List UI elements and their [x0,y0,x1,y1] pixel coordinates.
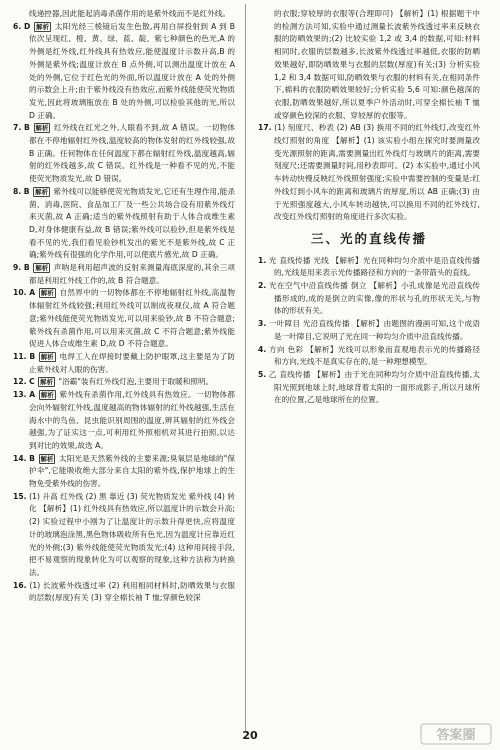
item-answer: B [29,351,36,361]
item-answer: A [29,288,36,298]
item-number: 17. [258,123,272,133]
answer-item [13,21,235,123]
analysis-tag: 解析 [40,454,54,463]
item-number: 3. [258,319,267,329]
item-answer: B [23,123,30,133]
analysis-tag: 解析 [35,264,49,273]
right-column [258,8,480,407]
answer-item [258,122,480,224]
item-number: 6. [13,21,22,31]
answer-item [13,186,235,262]
item-text: "浴霸"装有红外线灯泡,主要用于取暖和照明。 [58,377,214,387]
answer-item [258,369,480,407]
item-text: 紫外线有杀菌作用,红外线具有热效应。一切物体都会向外辐射红外线,温度越高的物体辐射的红外线越强,生活在海水中的鸟鱼、昆虫能识别周围的温度,辨其辐射的红外线会越强,为了证实这一点,可利用红外照相机对其进行拍照,以达到对比的效果,故选 A。 [29,390,235,450]
item-text: 自然界中的一切物体都在不停地辐射红外线,高温物体辐射红外线较强;利用红外线可以制成夜视仪,故 A 符合题意;紫外线能使荧光物质发光,可以用来验钞,故 B 不符合题意;紫外线有杀菌作用,可以用来灭菌,故 C 不符合题意;紫外线能促进人体合成维生素 D,故 D 不符合题意。 [29,288,235,349]
left-column [13,8,235,605]
item-number: 15. [13,491,27,501]
answer-item [13,376,235,389]
item-text: 紫外线可以能够使荧光物质发光,它还有生理作用,能杀菌、消毒,医院、食品加工厂及一些公共场合设有用紫外线灯来灭菌,故 A 正确;适当的紫外线照射有助于人体合成维生素 D,对身体健康有益,故 B 错误;紫外线可以验钞,但是紫外线是看不见的光,我们看见验钞机发出的紫光不是紫外线,故 C 正确;紫外线有很强的化学作用,可以使底片感光,故 D 正确。 [29,186,235,260]
item-answer: B [29,453,35,463]
answer-item [13,453,235,491]
item-answer: A [29,390,36,400]
watermark-logo [420,722,492,746]
item-number: 7. [13,123,22,133]
answer-item [13,491,235,580]
item-text: 红外线在红光之外,人眼看不到,故 A 错误。一切物体都在不停地辐射红外线,温度较高的物体发射的红外线较强,故 B 正确。任何物体在任何温度下都在辐射红外线,温度越高,辐射的红外线越多,故 C 错误。红外线是一种看不见的光,不能使荧光物质发光,故 D 错误。 [29,123,235,184]
item-number: 2. [258,281,267,291]
item-number: 1. [258,255,267,265]
item-number: 10. [13,288,27,298]
item-text: 乙 直线传播 【解析】由于光在同种均匀介质中沿直线传播,太阳光照到地球上时,地球背着太阳的一面形成影子,所以月球所在的位置,乙是地球所在的位置。 [268,369,480,405]
section-answers [258,255,480,407]
analysis-tag: 解析 [35,187,49,196]
item-text: 太阳光是天然紫外线的主要来源;臭氧层是地球的"保护伞",它能吸收绝大部分来自太阳的紫外线,保护地球上的生物免受紫外线的伤害。 [29,453,236,489]
item-text: 一叶障目 光沿直线传播 【解析】由题图的漫画可知,这个成语是一叶障目,它说明了光在同一种均匀介质中沿直线传播。 [268,319,480,341]
item-text: 的衣服;穿较厚的衣服等(合理即可) 【解析】(1) 根据题干中的检测方法可知,实验中通过测量长波紫外线透过率来反映衣服的防晒效果的;(2) 比较实验 1,2 或 3,4 的数据,可知:材料相同时,衣服的层数越多,长波紫外线透过率越低,衣服的防晒效果越好,即防晒效果与衣服的层数(厚度)有关;(3) 分析实验 1,2 和 3,4 数据可知,防晒效果与衣服的材料有关,在相同条件下,棉料的衣服防晒效果较好;分析实验 5,6 可知:颜色越深的衣服,防晒效果越好,所以夏季户外活动时,可穿全棉长袖 T 恤或穿颜色较深的衣服、穿较厚的衣服等。 [274,9,480,120]
answer-item [258,255,480,280]
section-title: 三、光的直线传播 [310,230,427,246]
analysis-tag: 解析 [40,391,54,400]
analysis-tag: 解析 [35,124,49,133]
item-answer: B [23,186,30,196]
item-text: 光 直线传播 光线 【解析】光在同种均匀介质中是沿直线传播的,光线是用来表示光传播路径和方向的一条带箭头的直线。 [268,255,480,278]
item-answer: D [24,21,31,31]
item-number: 9. [13,263,22,273]
answer-item [13,122,235,186]
watermark-text: 答案圈 [436,728,476,743]
answer-item [13,287,235,351]
answer-item [13,389,235,453]
answer-item [13,351,235,376]
analysis-tag: 解析 [40,289,54,298]
analysis-tag: 解析 [40,378,54,387]
item-number: 14. [13,453,27,463]
column-divider [245,4,246,732]
item-text: 方向 色彩 【解析】光线可以形象而直观地表示光的传播路径和方向,光线不是真实存在的,是一种理想模型。 [269,344,481,367]
answer-item [13,262,235,287]
item-text: 线递控器,因此能起消毒杀菌作用的是紫外线而不是红外线。 [29,9,231,18]
item-number: 12. [13,377,27,387]
item-text: (1) 刻度尺、秒表 (2) AB (3) 换用不同的红外线灯,改变红外线灯照射的角度 【解析】(1) 该实验小组在探究时要测量改变光源照射的距离,需要测量出红外线灯与玻璃片的距离,需要刻度尺;还需要测量时间,用秒表即可。(2) 本实验中,通过小风车转动快慢反映红外线照射强度;实验中需要控制的变量是:红外线灯到小风车的距离和玻璃片的厚度,所以 AB 正确;(3) 由于光照强度越大,小风车转动越快,可以换用不同的红外线灯,改变红外线灯照射的角度进行多次实验。 [274,123,480,222]
item-number: 4. [258,344,267,354]
item-text: 电焊工人在焊接时要戴上防护眼罩,这主要是为了防止紫外线对人眼的伤害。 [29,351,236,374]
item-number: 5. [258,369,267,379]
answer-item [258,8,480,122]
item-number: 16. [13,580,27,590]
analysis-tag: 解析 [36,22,50,31]
analysis-tag: 解析 [40,352,54,361]
item-answer: C [29,377,35,387]
answers-continued [258,8,480,224]
item-text: (1) 升高 红外线 (2) 黑 靠近 (3) 荧光物质发光 紫外线 (4) 转化 【解析】(1) 红外线具有热效应,所以温度计的示数会升高;(2) 实验过程中小刚为了让温度计的示数升得更快,应将温度计的玻璃泡涂黑,黑色物体吸收所有色光,因为温度计应靠近红光的外侧;(3) 紫外线能使荧光物质发光;(4) 这种用间接手段,把不易观察的现象转化为可以观察的现象,这种方法称为转换法。 [29,491,235,577]
answer-item [13,8,235,21]
item-number: 13. [13,390,27,400]
answer-item [258,280,480,318]
item-text: (1) 长波紫外线透过率 (2) 利用相同材料时,防晒效果与衣服的层数(厚度)有关 (3) 穿全棉长袖 T 恤;穿颜色较深 [29,580,235,603]
answer-item [13,580,235,605]
answer-item [258,344,480,369]
item-text: 太阳光经三棱镜后发生色散,再用白屏投射到 A 到 B 依次呈现红、橙、黄、绿、蓝、靛、紫七种颜色的色光,A 的外侧是红外线,红外线具有热效应,能使温度计示数升高,B 的外侧是紫外线;温度计放在 B 点外侧,可以测出温度计放在 A 处的外侧,它位于红色光的外面,所以温度计放在 A 处的外侧的示数会上升;由于紫外线没有热效应,而紫外线能使荧光物质发光,因此将玻璃瓶放在 B 处的外侧,可以检验其他的光,所以 D 正确。 [29,21,236,120]
page-number: 20 [242,729,258,742]
item-text: 声呐是利用超声波的反射来测量海底深度的,其余三项都是利用红外线工作的,故 B 符合题意。 [29,263,235,285]
item-number: 11. [13,351,27,361]
answer-item [258,318,480,343]
item-text: 光在空气中沿直线传播 倒立 【解析】小孔成像是光沿直线传播形成的,成的是倒立的实像,像的形状与孔的形状无关,与物体的形状有关。 [269,281,481,316]
item-number: 8. [13,186,22,196]
item-answer: B [23,263,30,273]
